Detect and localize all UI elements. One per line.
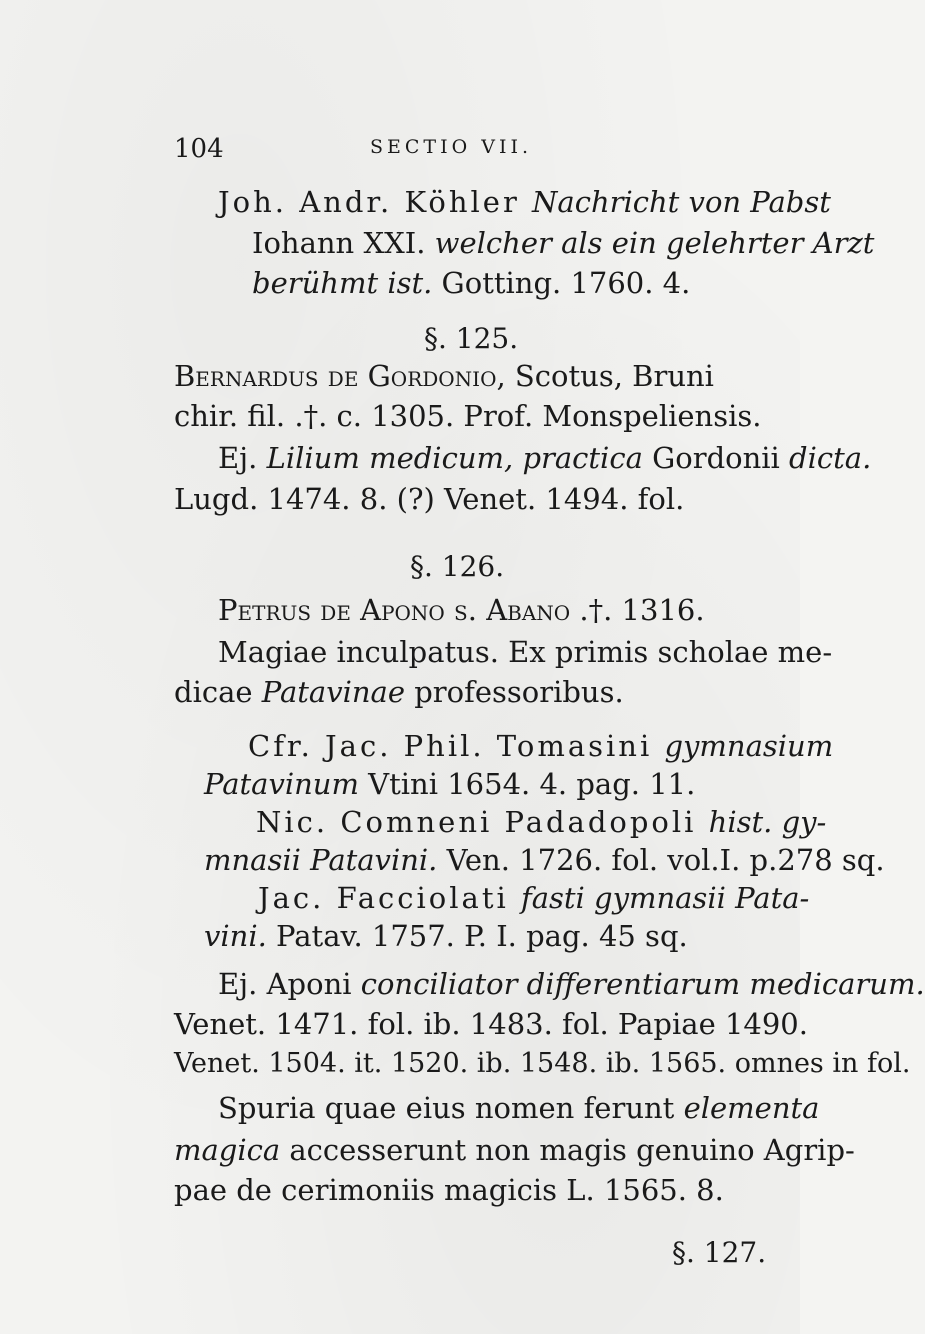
kohler-line-3	[252, 265, 690, 301]
elementa-word: elementa	[683, 1091, 820, 1125]
professoribus-word: professoribus.	[405, 675, 624, 709]
spuria-line-3: pae de cerimoniis magicis L. 1565. 8.	[174, 1173, 724, 1207]
conciliator-title: conciliator differentiarum medicarum.	[360, 967, 925, 1001]
cfr-line-6	[204, 918, 688, 954]
kohler-line-1	[218, 184, 831, 220]
cfr-line-3	[256, 804, 826, 840]
sec125-line-4: Lugd. 1474. 8. (?) Venet. 1494. fol.	[174, 482, 685, 516]
kohler-line-2	[252, 225, 874, 261]
ej-label: Ej.	[218, 441, 267, 475]
facciolati-author: Jac. Facciolati	[258, 881, 521, 915]
padadopoli-author: Nic. Comneni Padadopoli	[256, 805, 709, 839]
magica-word: magica	[174, 1133, 281, 1167]
kohler-title-end: berühmt ist.	[252, 266, 433, 300]
facciolati-title: fasti gymnasii Pata-	[520, 881, 810, 915]
cfr-line-5	[258, 880, 809, 916]
facciolati-title-end: vini.	[204, 919, 267, 953]
spuria-text-cont: accesserunt non magis genuino Agrip-	[280, 1133, 855, 1167]
spuria-line-1	[218, 1090, 819, 1126]
kohler-imprint: Gotting. 1760. 4.	[432, 266, 691, 300]
sec125-line-1	[174, 358, 714, 394]
spuria-text: Spuria quae eius nomen ferunt	[218, 1091, 684, 1125]
catchword: §. 127.	[672, 1236, 767, 1269]
tomasini-title: gymnasium	[664, 729, 834, 763]
sec126-line-3	[174, 674, 624, 710]
aponi-line-1	[218, 966, 925, 1002]
lilium-title: Lilium medicum, practica	[266, 441, 643, 475]
tomasini-imprint: Vtini 1654. 4. pag. 11.	[358, 767, 696, 801]
sec125-line-2: chir. fil. .†. c. 1305. Prof. Monspeliensis.	[174, 399, 762, 433]
section-126-heading: §. 126.	[410, 550, 505, 583]
padadopoli-title: hist. gy-	[708, 805, 827, 839]
aponi-label: Ej. Aponi	[218, 967, 361, 1001]
cfr-line-4	[204, 842, 885, 878]
gordonii-word: Gordonii	[642, 441, 790, 475]
sec126-line-1: Petrus de Apono s. Abano .†. 1316.	[218, 593, 705, 627]
kohler-author: Joh. Andr. Köhler	[218, 185, 533, 219]
dicta-word: dicta.	[789, 441, 872, 475]
cfr-line-2	[204, 766, 695, 802]
aponi-line-2: Venet. 1471. fol. ib. 1483. fol. Papiae 1490.	[174, 1007, 808, 1041]
kohler-pope: Iohann XXI.	[252, 226, 435, 260]
running-head: SECTIO VII.	[370, 136, 532, 158]
padadopoli-title-end: mnasii Patavini.	[204, 843, 438, 877]
cfr-line-1	[248, 728, 833, 764]
gordonio-name: Bernardus de Gordonio,	[174, 359, 506, 393]
aponi-line-3: Venet. 1504. it. 1520. ib. 1548. ib. 1565. omnes in fol.	[174, 1048, 911, 1079]
sec125-line-3	[218, 440, 871, 476]
section-125-heading: §. 125.	[424, 322, 519, 355]
gordonio-origin: Scotus, Bruni	[505, 359, 714, 393]
sec126-line-2: Magiae inculpatus. Ex primis scholae me-	[218, 635, 833, 669]
kohler-title-cont: welcher als ein gelehrter Arzt	[434, 226, 875, 260]
facciolati-imprint: Patav. 1757. P. I. pag. 45 sq.	[266, 919, 688, 953]
kohler-title: Nachricht von Pabst	[532, 185, 831, 219]
tomasini-title-end: Patavinum	[204, 767, 359, 801]
page-number: 104	[174, 134, 224, 164]
padadopoli-imprint: Ven. 1726. fol. vol.I. p.278 sq.	[437, 843, 885, 877]
tomasini-author: Cfr. Jac. Phil. Tomasini	[248, 729, 665, 763]
patavinae-word: Patavinae	[261, 675, 405, 709]
dicae-word: dicae	[174, 675, 262, 709]
spuria-line-2	[174, 1132, 855, 1168]
